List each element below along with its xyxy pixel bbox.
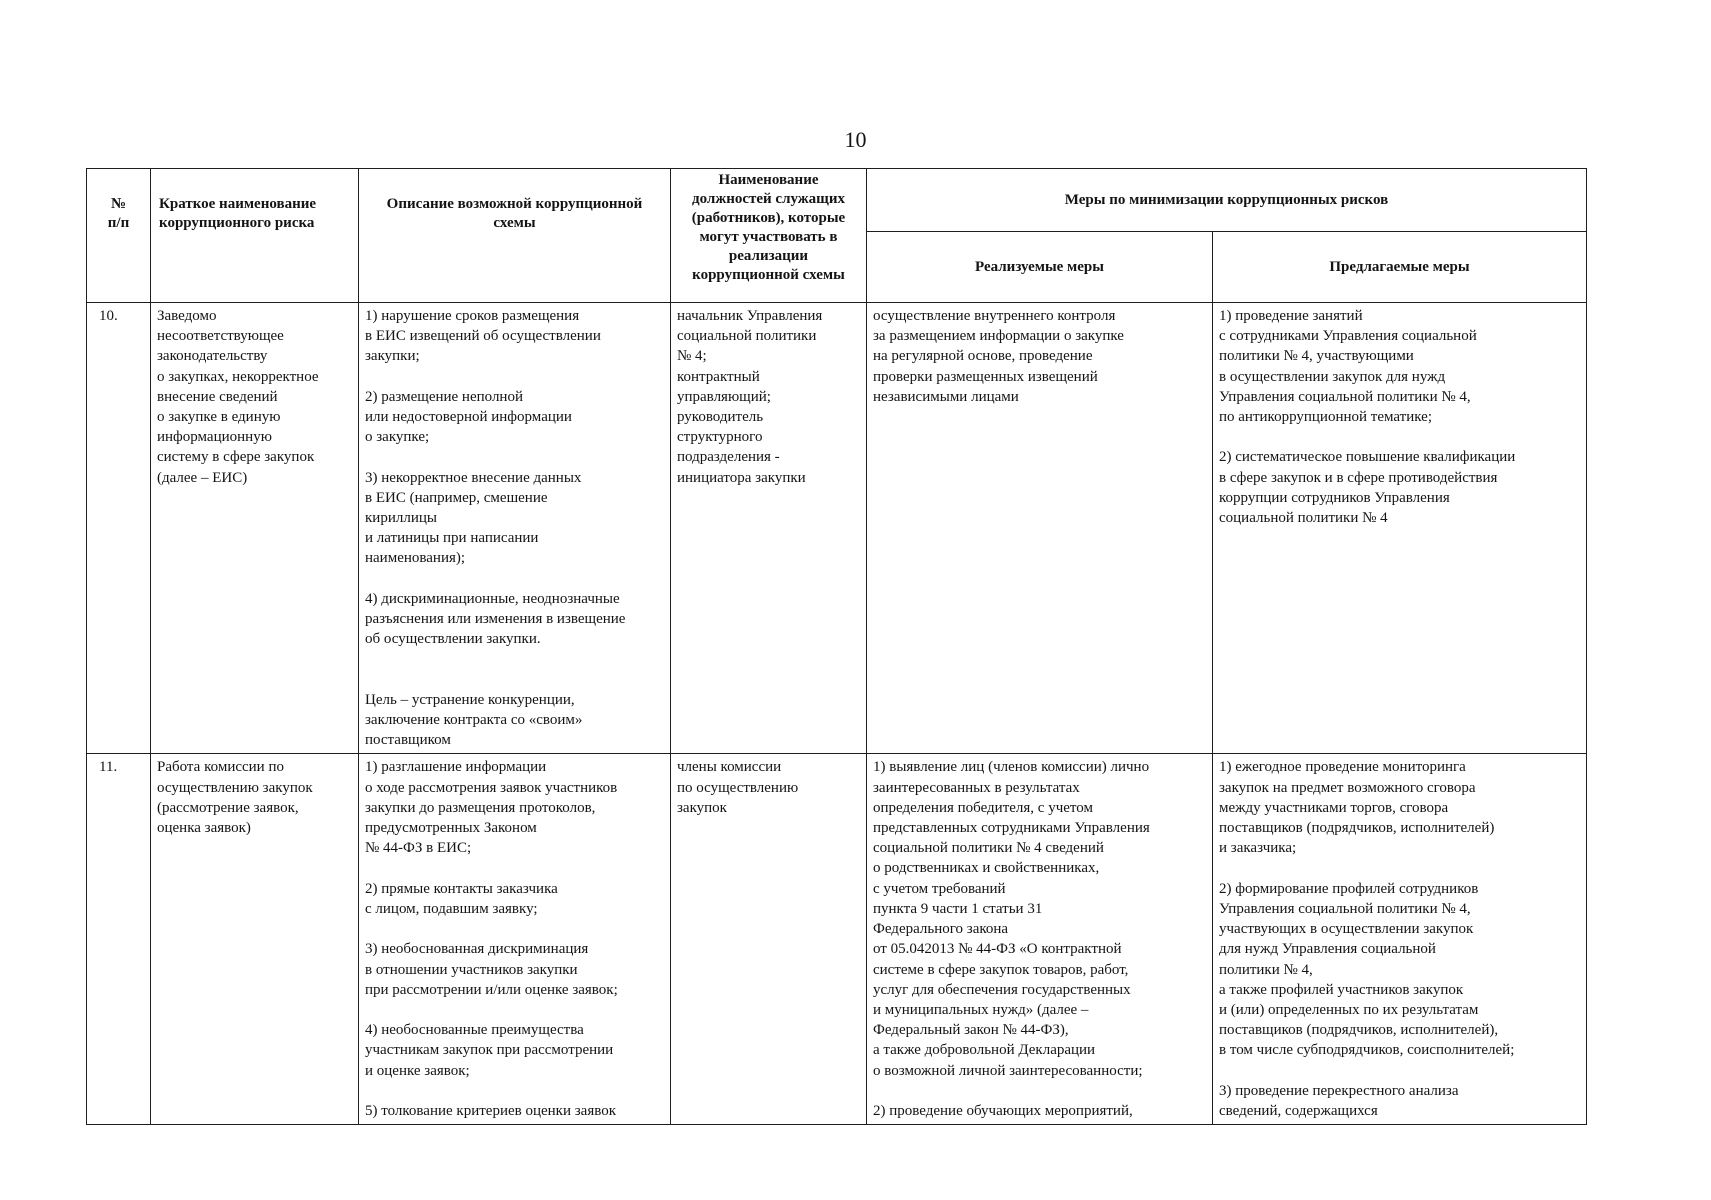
page-number: 10 xyxy=(844,127,867,152)
positions-cell: члены комиссии по осуществлению закупок xyxy=(671,754,867,1125)
header-implemented-measures: Реализуемые меры xyxy=(867,232,1213,303)
table-row xyxy=(87,303,1587,754)
implemented-measures-cell: 1) выявление лиц (членов комиссии) лично заинтересованных в результатах определения победителя, с учетом представленных сотрудниками Управления социальной политики № 4 сведений о родственниках и свойственниках, с учетом требований пункта 9 части 1 статьи 31 Федерального закона от 05.042013 № 44-ФЗ «О контрактной системе в сфере закупок товаров, работ, услуг для обеспечения государственных и муниципальных нужд» (далее – Федеральный закон № 44-ФЗ), а также добровольной Декларации о возможной личной заинтересованности; 2) проведение обучающих мероприятий, xyxy=(867,754,1213,1125)
header-risk-name: Краткое наименование коррупционного риска xyxy=(151,169,359,303)
header-measures: Меры по минимизации коррупционных рисков xyxy=(867,169,1587,232)
positions-cell: начальник Управления социальной политики № 4; контрактный управляющий; руководитель структурного подразделения - инициатора закупки xyxy=(671,303,867,754)
header-scheme-description: Описание возможной коррупционной схемы xyxy=(359,169,671,303)
table-row xyxy=(87,754,1587,1125)
proposed-measures-cell: 1) ежегодное проведение мониторинга закупок на предмет возможного сговора между участниками торгов, сговора поставщиков (подрядчиков, исполнителей) и заказчика; 2) формирование профилей сотрудников Управления социальной политики № 4, участвующих в осуществлении закупок для нужд Управления социальной политики № 4, а также профилей участников закупок и (или) определенных по их результатам поставщиков (подрядчиков, исполнителей), в том числе субподрядчиков, соисполнителей; 3) проведение перекрестного анализа сведений, содержащихся xyxy=(1213,754,1587,1125)
implemented-measures-cell: осуществление внутреннего контроля за размещением информации о закупке на регулярной основе, проведение проверки размещенных извещений независимыми лицами xyxy=(867,303,1213,754)
header-no: № п/п xyxy=(87,169,151,303)
header-positions: Наименование должностей служащих (работников), которые могут участвовать в реализации коррупционной схемы xyxy=(671,169,867,303)
risk-name-cell: Работа комиссии по осуществлению закупок (рассмотрение заявок, оценка заявок) xyxy=(151,754,359,1125)
header-proposed-measures: Предлагаемые меры xyxy=(1213,232,1587,303)
proposed-measures-cell: 1) проведение занятий с сотрудниками Управления социальной политики № 4, участвующими в осуществлении закупок для нужд Управления социальной политики № 4, по антикоррупционной тематике; 2) систематическое повышение квалификации в сфере закупок и в сфере противодействия коррупции сотрудников Управления социальной политики № 4 xyxy=(1213,303,1587,754)
row-number: 11. xyxy=(87,754,151,1125)
scheme-description-cell: 1) разглашение информации о ходе рассмотрения заявок участников закупки до размещения протоколов, предусмотренных Законом № 44-ФЗ в ЕИС; 2) прямые контакты заказчика с лицом, подавшим заявку; 3) необоснованная дискриминация в отношении участников закупки при рассмотрении и/или оценке заявок; 4) необоснованные преимущества участникам закупок при рассмотрении и оценке заявок; 5) толкование критериев оценки заявок xyxy=(359,754,671,1125)
scheme-description-cell: 1) нарушение сроков размещения в ЕИС извещений об осуществлении закупки; 2) размещение неполной или недостоверной информации о закупке; 3) некорректное внесение данных в ЕИС (например, смешение кириллицы и латиницы при написании наименования); 4) дискриминационные, неоднозначные разъяснения или изменения в извещение об осуществлении закупки. Цель – устранение конкуренции, заключение контракта со «своим» поставщиком xyxy=(359,303,671,754)
risk-name-cell: Заведомо несоответствующее законодательству о закупках, некорректное внесение сведений о закупке в единую информационную систему в сфере закупок (далее – ЕИС) xyxy=(151,303,359,754)
row-number: 10. xyxy=(87,303,151,754)
corruption-risk-table xyxy=(86,168,1587,1125)
